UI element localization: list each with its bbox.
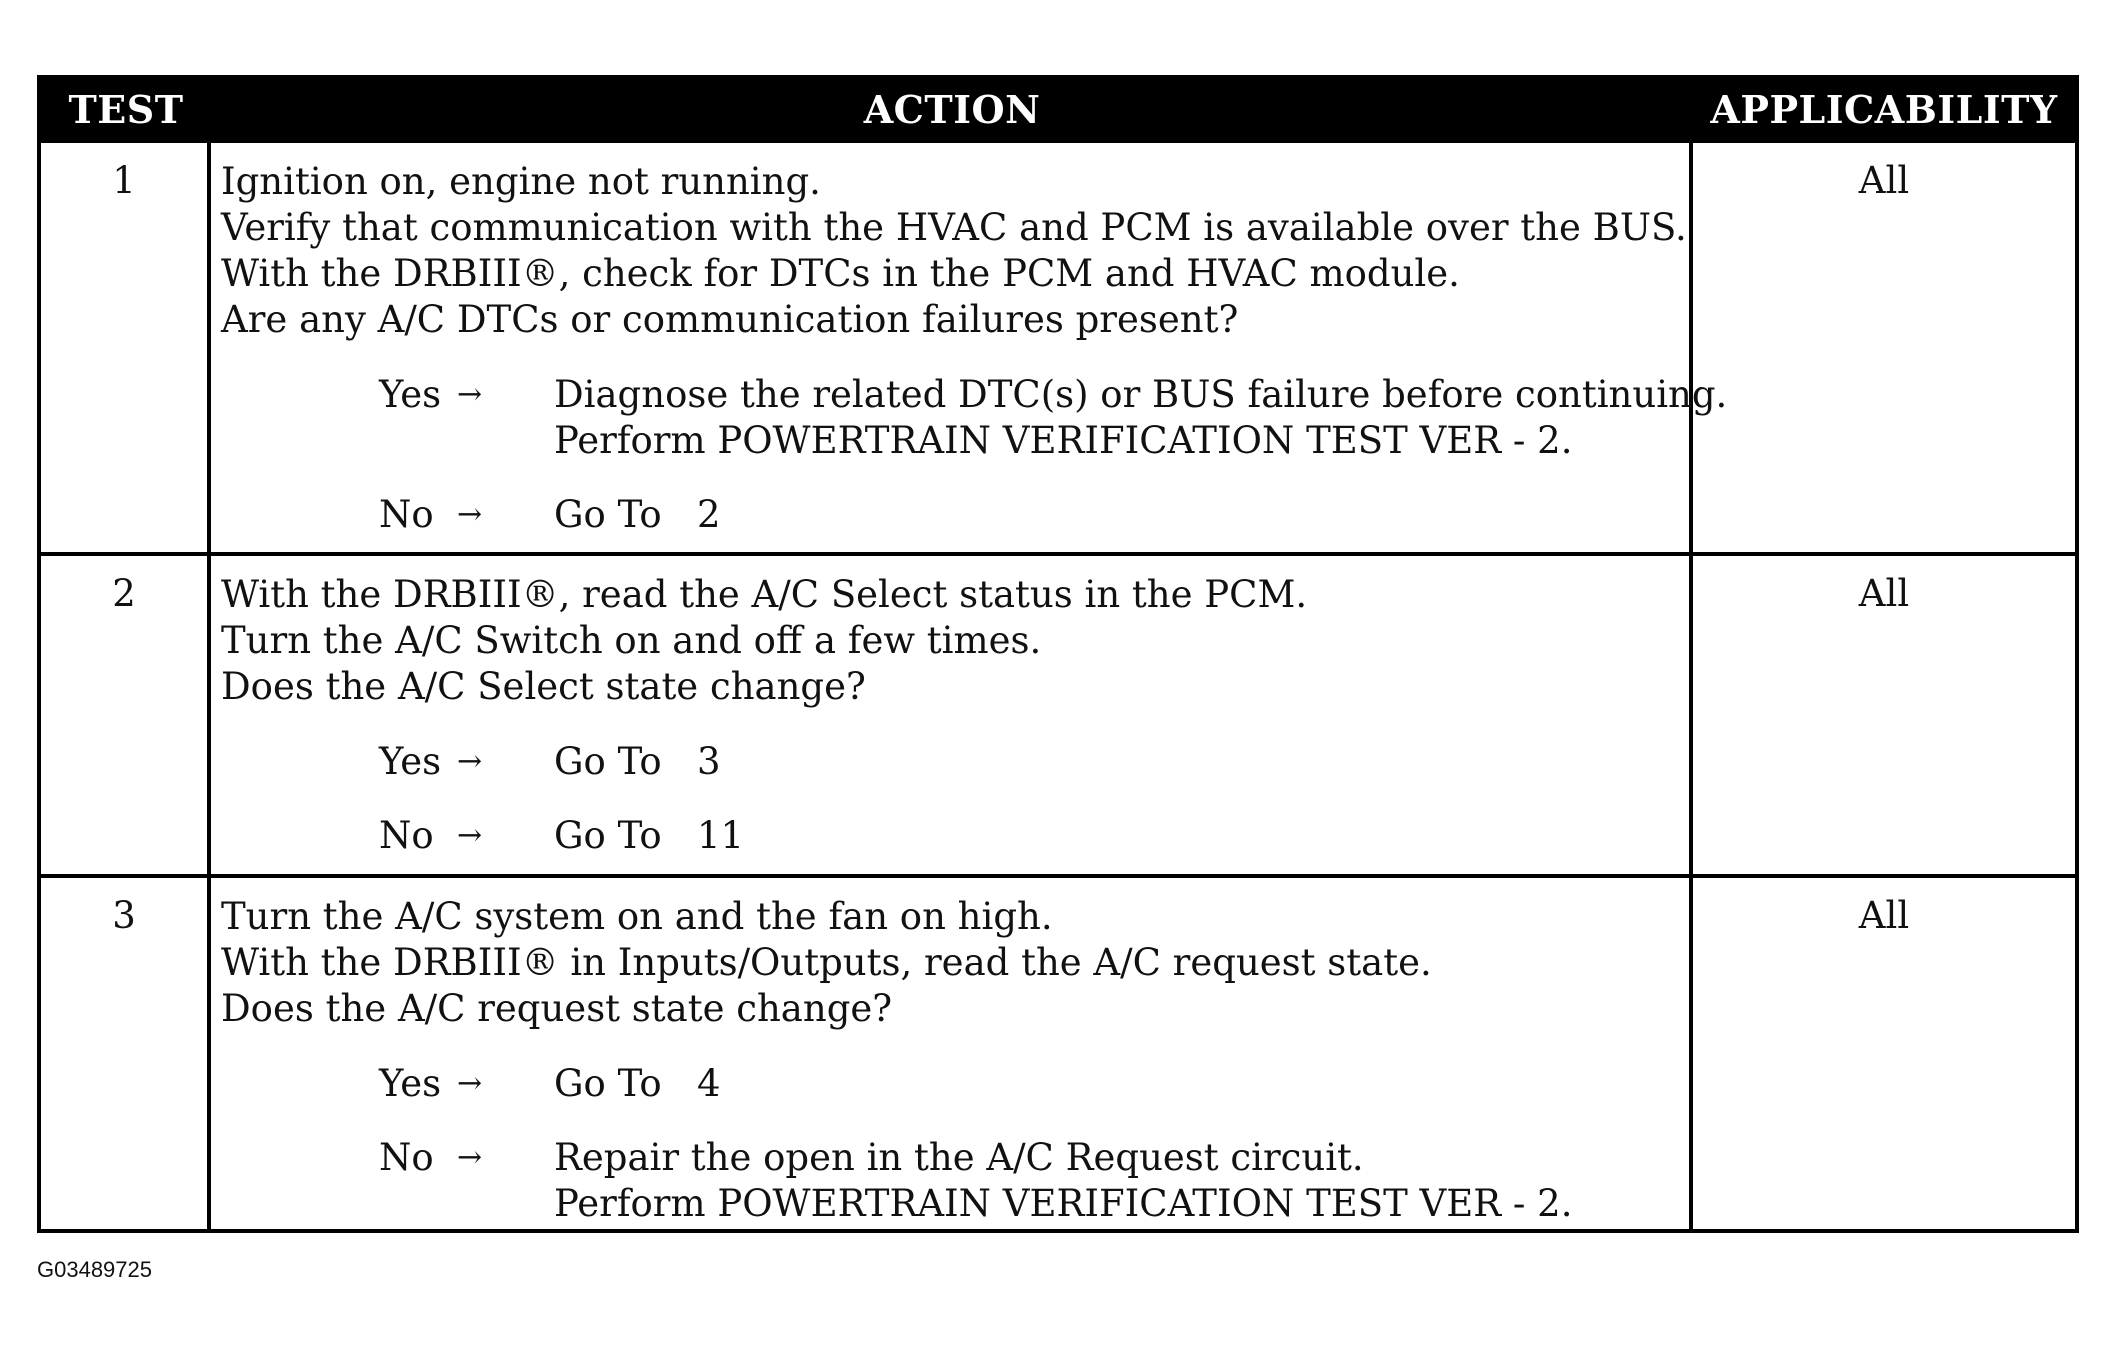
no-label: No [379, 493, 434, 536]
table-row [41, 552, 2075, 874]
arrow-right-icon: → [457, 1066, 483, 1101]
test-number: 2 [41, 556, 211, 874]
yes-answer [221, 739, 1689, 785]
answer-group [221, 739, 1689, 859]
answer-group [221, 1061, 1689, 1227]
figure-id: G03489725 [37, 1257, 152, 1282]
arrow-right-icon: → [457, 744, 483, 779]
table-row [41, 874, 2075, 1229]
action-step: With the DRBIII®, read the A/C Select status in the PCM. [221, 573, 1308, 616]
action-cell [211, 556, 1693, 874]
action-step: With the DRBIII® in Inputs/Outputs, read the A/C request state. [221, 941, 1432, 984]
arrow-right-icon: → [457, 1140, 483, 1175]
applicability-cell: All [1858, 572, 1910, 615]
test-number: 3 [41, 878, 211, 1229]
action-cell [211, 878, 1693, 1229]
no-label: No [379, 814, 434, 857]
yes-result: Go To 4 [554, 1062, 721, 1105]
no-answer [221, 492, 1689, 538]
action-step: Are any A/C DTCs or communication failures present? [221, 298, 1239, 341]
action-step: Turn the A/C Switch on and off a few times. [221, 619, 1042, 662]
action-cell [211, 143, 1728, 552]
answer-group [221, 372, 1728, 538]
action-step: Verify that communication with the HVAC and PCM is available over the BUS. [221, 206, 1687, 249]
arrow-right-icon: → [457, 377, 483, 412]
test-number: 1 [41, 143, 211, 552]
yes-label: Yes [379, 740, 442, 783]
yes-label: Yes [379, 373, 442, 416]
yes-answer [221, 372, 1728, 464]
no-answer [221, 1135, 1689, 1227]
table-row [41, 139, 2075, 552]
diagnostic-test-table [37, 75, 2079, 1233]
action-step: With the DRBIII®, check for DTCs in the PCM and HVAC module. [221, 252, 1460, 295]
header-action: ACTION [863, 86, 1041, 132]
yes-answer [221, 1061, 1689, 1107]
action-step: Turn the A/C system on and the fan on high. [221, 895, 1053, 938]
applicability-cell: All [1858, 159, 1910, 202]
arrow-right-icon: → [457, 497, 483, 532]
no-label: No [379, 1136, 434, 1179]
yes-result: Diagnose the related DTC(s) or BUS failure before continuing. [554, 373, 1728, 416]
action-step: Does the A/C request state change? [221, 987, 893, 1030]
yes-result: Go To 3 [554, 740, 721, 783]
header-applicability: APPLICABILITY [1710, 86, 2058, 132]
no-result: Repair the open in the A/C Request circuit. [554, 1136, 1364, 1179]
no-result: Perform POWERTRAIN VERIFICATION TEST VER - 2. [554, 1182, 1573, 1225]
yes-result: Perform POWERTRAIN VERIFICATION TEST VER - 2. [554, 419, 1573, 462]
applicability-cell: All [1858, 894, 1910, 937]
yes-label: Yes [379, 1062, 442, 1105]
no-result: Go To 2 [554, 493, 721, 536]
no-answer [221, 813, 1689, 859]
no-result: Go To 11 [554, 814, 745, 857]
table-header [41, 79, 2075, 139]
action-step: Ignition on, engine not running. [221, 160, 821, 203]
arrow-right-icon: → [457, 818, 483, 853]
header-test: TEST [68, 86, 184, 132]
action-step: Does the A/C Select state change? [221, 665, 866, 708]
